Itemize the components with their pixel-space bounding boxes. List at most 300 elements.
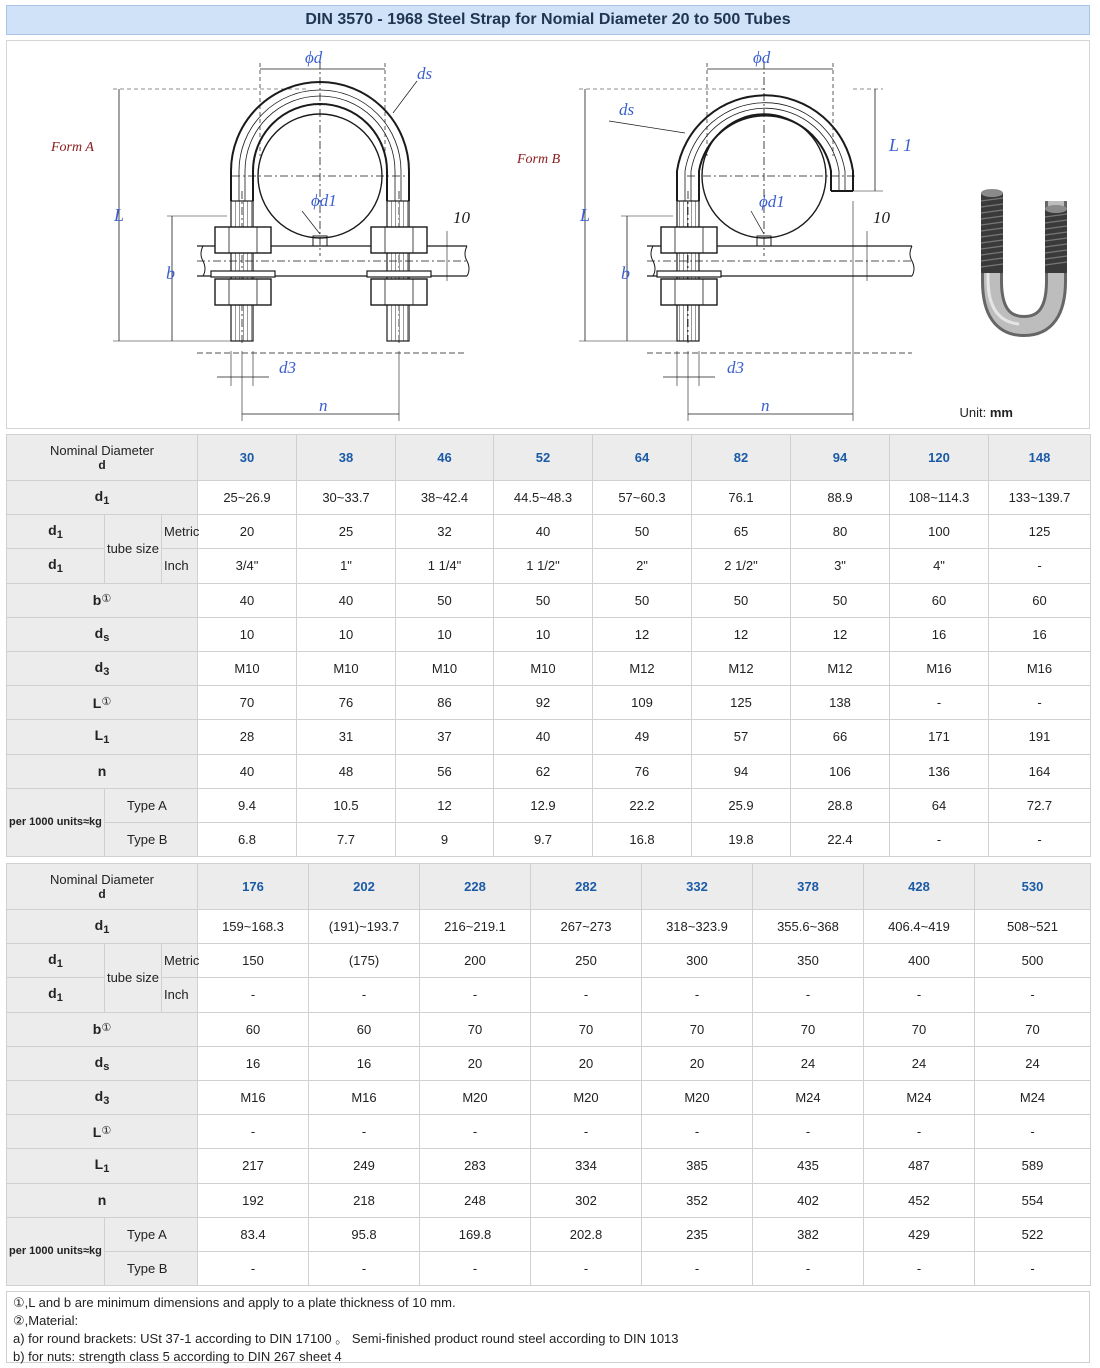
L1-value-7: 171 [890, 720, 989, 754]
L1-value-6: 66 [791, 720, 890, 754]
inch-value-4: - [642, 978, 753, 1012]
columns-value-2: 46 [396, 435, 494, 481]
L1-value-3: 40 [494, 720, 593, 754]
ds-value-4: 12 [593, 617, 692, 651]
table-row [7, 515, 1091, 549]
type_a-value-1: 95.8 [309, 1217, 420, 1251]
inch-value-5: 2 1/2" [692, 549, 791, 583]
b-value-3: 70 [531, 1012, 642, 1046]
metric-value-5: 350 [753, 944, 864, 978]
inch-value-6: 3" [791, 549, 890, 583]
ds-value-3: 20 [531, 1046, 642, 1080]
metric-value-6: 400 [864, 944, 975, 978]
metric-value-7: 100 [890, 515, 989, 549]
row-label-d1-inch-text: d [48, 556, 57, 573]
type_b-value-5: - [753, 1251, 864, 1285]
type_b-value-6: - [864, 1251, 975, 1285]
type_b-value-0: - [198, 1251, 309, 1285]
dim-phi-d-form-b: ϕd [753, 48, 771, 67]
row-label-d1-inch-sub: 1 [56, 992, 63, 1005]
table-row [7, 651, 1091, 685]
L-value-3: 92 [494, 686, 593, 720]
d3-value-4: M20 [642, 1080, 753, 1114]
d3-value-1: M16 [309, 1080, 420, 1114]
inch-value-2: 1 1/4" [396, 549, 494, 583]
L1-value-7: 589 [975, 1149, 1091, 1183]
table-row [7, 1183, 1091, 1217]
row-label-d1-inch-text: d [48, 985, 57, 1002]
columns-value-7: 530 [975, 864, 1091, 910]
nominal-diameter-symbol: d [98, 886, 106, 901]
d3-value-2: M20 [420, 1080, 531, 1114]
row-label-d1-metric [7, 944, 105, 978]
columns-value-4: 332 [642, 864, 753, 910]
inch-value-2: - [420, 978, 531, 1012]
dim-phi-d1-form-b: ϕd1 [759, 192, 785, 211]
unit-label [960, 405, 1013, 420]
metric-value-3: 40 [494, 515, 593, 549]
row-label-b [7, 583, 198, 617]
n-value-5: 94 [692, 754, 791, 788]
row-label-b [7, 1012, 198, 1046]
row-label-L-text: L [92, 1123, 102, 1140]
metric-value-5: 65 [692, 515, 791, 549]
row-label-ds-sub: s [103, 1060, 110, 1073]
row-label-d3-sub: 3 [103, 1095, 110, 1108]
n-value-3: 62 [494, 754, 593, 788]
ds-value-3: 10 [494, 617, 593, 651]
type_b-value-2: - [420, 1251, 531, 1285]
n-value-8: 164 [989, 754, 1091, 788]
d1-value-7: 108~114.3 [890, 481, 989, 515]
row-label-d3-sub: 3 [103, 666, 110, 679]
spec-table-2 [6, 863, 1091, 1286]
b-value-2: 70 [420, 1012, 531, 1046]
type_a-value-6: 429 [864, 1217, 975, 1251]
form-b-label: Form B [517, 152, 561, 167]
L-value-7: - [890, 686, 989, 720]
d1-value-6: 88.9 [791, 481, 890, 515]
row-label-d1-inch-sub: 1 [56, 563, 63, 576]
metric-value-1: 25 [297, 515, 396, 549]
table-row [7, 1115, 1091, 1149]
b-value-0: 40 [198, 583, 297, 617]
type-a-label: Type A [105, 1217, 198, 1251]
n-value-1: 48 [297, 754, 396, 788]
type_a-value-5: 382 [753, 1217, 864, 1251]
nominal-diameter-text: Nominal Diameter [49, 871, 155, 887]
dim-phi-d-form-a: ϕd [305, 48, 323, 67]
L-value-8: - [989, 686, 1091, 720]
b-value-1: 40 [297, 583, 396, 617]
n-value-7: 136 [890, 754, 989, 788]
d3-value-5: M12 [692, 651, 791, 685]
inch-value-0: 3/4" [198, 549, 297, 583]
type_b-value-3: 9.7 [494, 822, 593, 856]
unit-value: mm [989, 405, 1013, 420]
table-row [7, 910, 1091, 944]
columns-value-1: 202 [309, 864, 420, 910]
dim-L-form-b: L [580, 205, 591, 225]
page-title: DIN 3570 - 1968 Steel Strap for Nomial Diameter 20 to 500 Tubes [6, 5, 1090, 35]
metric-value-4: 50 [593, 515, 692, 549]
row-label-n: n [7, 1183, 198, 1217]
row-label-n: n [7, 754, 198, 788]
d1-value-4: 318~323.9 [642, 910, 753, 944]
L-value-6: - [864, 1115, 975, 1149]
n-value-4: 352 [642, 1183, 753, 1217]
n-value-4: 76 [593, 754, 692, 788]
ds-value-4: 20 [642, 1046, 753, 1080]
weight-label: per 1000 units≈kg [7, 1217, 105, 1285]
type-b-label: Type B [105, 822, 198, 856]
row-label-d1-metric [7, 515, 105, 549]
type-b-label: Type B [105, 1251, 198, 1285]
type_b-value-2: 9 [396, 822, 494, 856]
d1-value-2: 38~42.4 [396, 481, 494, 515]
type_b-value-4: - [642, 1251, 753, 1285]
metric-label: Metric [162, 515, 198, 549]
row-label-d1-text: d [94, 917, 104, 934]
table-row [7, 944, 1091, 978]
inch-value-7: 4" [890, 549, 989, 583]
note-1: ①,L and b are minimum dimensions and apply to a plate thickness of 10 mm. [13, 1295, 456, 1310]
b-value-7: 60 [890, 583, 989, 617]
columns-value-6: 94 [791, 435, 890, 481]
row-label-L [7, 686, 198, 720]
b-value-5: 70 [753, 1012, 864, 1046]
table-row [7, 1080, 1091, 1114]
b-value-8: 60 [989, 583, 1091, 617]
ds-value-5: 12 [692, 617, 791, 651]
columns-value-8: 148 [989, 435, 1091, 481]
type_a-value-6: 28.8 [791, 788, 890, 822]
row-label-L-note-mark: ① [101, 695, 112, 708]
ds-value-2: 20 [420, 1046, 531, 1080]
row-label-ds [7, 617, 198, 651]
L-value-2: - [420, 1115, 531, 1149]
columns-value-5: 82 [692, 435, 791, 481]
row-label-ds-text: d [94, 624, 104, 641]
d1-value-5: 355.6~368 [753, 910, 864, 944]
L1-value-4: 49 [593, 720, 692, 754]
dim-10-form-b: 10 [873, 208, 890, 227]
dim-L-form-a: L [114, 205, 125, 225]
type_b-value-6: 22.4 [791, 822, 890, 856]
type_b-value-7: - [975, 1251, 1091, 1285]
metric-value-4: 300 [642, 944, 753, 978]
type_b-value-8: - [989, 822, 1091, 856]
L-value-6: 138 [791, 686, 890, 720]
columns-value-7: 120 [890, 435, 989, 481]
row-label-L1 [7, 1149, 198, 1183]
type_a-value-2: 12 [396, 788, 494, 822]
b-value-4: 50 [593, 583, 692, 617]
type_a-value-3: 202.8 [531, 1217, 642, 1251]
d1-value-1: 30~33.7 [297, 481, 396, 515]
row-label-ds-sub: s [103, 631, 110, 644]
footnotes [6, 1291, 1090, 1363]
table-row [7, 1217, 1091, 1251]
inch-value-4: 2" [593, 549, 692, 583]
u-bolt-photo-icon [981, 189, 1067, 326]
L-value-4: 109 [593, 686, 692, 720]
row-label-d3 [7, 651, 198, 685]
b-value-2: 50 [396, 583, 494, 617]
type_a-value-4: 22.2 [593, 788, 692, 822]
row-label-d1 [7, 910, 198, 944]
table-row [7, 754, 1091, 788]
d3-value-3: M20 [531, 1080, 642, 1114]
d3-value-6: M12 [791, 651, 890, 685]
type_a-value-0: 83.4 [198, 1217, 309, 1251]
columns-value-0: 30 [198, 435, 297, 481]
table-row [7, 1149, 1091, 1183]
type_b-value-4: 16.8 [593, 822, 692, 856]
d1-value-4: 57~60.3 [593, 481, 692, 515]
type_a-value-3: 12.9 [494, 788, 593, 822]
type_a-value-4: 235 [642, 1217, 753, 1251]
inch-value-8: - [989, 549, 1091, 583]
table-row [7, 617, 1091, 651]
row-label-L1 [7, 720, 198, 754]
inch-value-0: - [198, 978, 309, 1012]
row-label-d3 [7, 1080, 198, 1114]
nominal-diameter-header [7, 864, 198, 910]
d3-value-4: M12 [593, 651, 692, 685]
d1-value-3: 44.5~48.3 [494, 481, 593, 515]
L1-value-4: 385 [642, 1149, 753, 1183]
L1-value-5: 57 [692, 720, 791, 754]
b-value-4: 70 [642, 1012, 753, 1046]
unit-prefix: Unit: [959, 405, 987, 420]
table-row [7, 481, 1091, 515]
L-value-7: - [975, 1115, 1091, 1149]
row-label-b-note-mark: ① [101, 1022, 112, 1035]
metric-value-0: 150 [198, 944, 309, 978]
d3-value-2: M10 [396, 651, 494, 685]
dim-b-form-b: b [621, 263, 630, 283]
row-label-d1-metric-sub: 1 [56, 958, 63, 971]
dim-ds-form-a: ds [417, 64, 433, 83]
d1-value-7: 508~521 [975, 910, 1091, 944]
type_a-value-2: 169.8 [420, 1217, 531, 1251]
ds-value-1: 10 [297, 617, 396, 651]
type_b-value-7: - [890, 822, 989, 856]
columns-value-1: 38 [297, 435, 396, 481]
d3-value-8: M16 [989, 651, 1091, 685]
table-row [7, 686, 1091, 720]
d1-value-0: 159~168.3 [198, 910, 309, 944]
dim-d3-form-b: d3 [727, 358, 744, 377]
note-4: b) for nuts: strength class 5 according to DIN 267 sheet 4 [13, 1349, 342, 1364]
row-label-d1-metric-text: d [48, 951, 57, 968]
dim-10-form-a: 10 [453, 208, 470, 227]
n-value-0: 40 [198, 754, 297, 788]
metric-value-2: 200 [420, 944, 531, 978]
b-value-1: 60 [309, 1012, 420, 1046]
d3-value-5: M24 [753, 1080, 864, 1114]
L-value-0: - [198, 1115, 309, 1149]
row-label-L1-text: L [94, 1156, 104, 1173]
row-label-L1-sub: 1 [103, 734, 110, 747]
row-label-d1-text: d [94, 488, 104, 505]
metric-value-7: 500 [975, 944, 1091, 978]
note-2: ②,Material: [13, 1313, 79, 1328]
table-row [7, 1012, 1091, 1046]
L1-value-0: 28 [198, 720, 297, 754]
type_a-value-1: 10.5 [297, 788, 396, 822]
b-value-6: 50 [791, 583, 890, 617]
inch-label: Inch [162, 549, 198, 583]
dim-ds-form-b: ds [619, 100, 635, 119]
spec-table-1 [6, 434, 1091, 857]
b-value-0: 60 [198, 1012, 309, 1046]
n-value-5: 402 [753, 1183, 864, 1217]
L1-value-8: 191 [989, 720, 1091, 754]
L-value-3: - [531, 1115, 642, 1149]
n-value-0: 192 [198, 1183, 309, 1217]
dim-n-form-a: n [319, 396, 328, 415]
type_b-value-1: 7.7 [297, 822, 396, 856]
n-value-2: 56 [396, 754, 494, 788]
L1-value-0: 217 [198, 1149, 309, 1183]
row-label-b-text: b [92, 592, 102, 609]
L-value-5: 125 [692, 686, 791, 720]
ds-value-6: 24 [864, 1046, 975, 1080]
n-value-6: 452 [864, 1183, 975, 1217]
d3-value-6: M24 [864, 1080, 975, 1114]
type_b-value-3: - [531, 1251, 642, 1285]
d3-value-7: M24 [975, 1080, 1091, 1114]
nominal-diameter-text: Nominal Diameter [49, 442, 155, 458]
nominal-diameter-header [7, 435, 198, 481]
columns-value-4: 64 [593, 435, 692, 481]
d3-value-0: M10 [198, 651, 297, 685]
row-label-d1-sub: 1 [103, 924, 110, 937]
row-label-L [7, 1115, 198, 1149]
dim-b-form-a: b [166, 263, 175, 283]
dim-d3-form-a: d3 [279, 358, 296, 377]
inch-value-7: - [975, 978, 1091, 1012]
row-label-ds [7, 1046, 198, 1080]
d1-value-6: 406.4~419 [864, 910, 975, 944]
L1-value-1: 249 [309, 1149, 420, 1183]
inch-value-6: - [864, 978, 975, 1012]
b-value-7: 70 [975, 1012, 1091, 1046]
table-row [7, 822, 1091, 856]
d3-value-0: M16 [198, 1080, 309, 1114]
metric-label: Metric [162, 944, 198, 978]
row-label-L-note-mark: ① [101, 1124, 112, 1137]
n-value-6: 106 [791, 754, 890, 788]
ds-value-6: 12 [791, 617, 890, 651]
weight-label: per 1000 units≈kg [7, 788, 105, 856]
ds-value-2: 10 [396, 617, 494, 651]
columns-value-3: 282 [531, 864, 642, 910]
d1-value-2: 216~219.1 [420, 910, 531, 944]
tube-size-label: tube size [105, 944, 162, 1012]
type_b-value-1: - [309, 1251, 420, 1285]
metric-value-3: 250 [531, 944, 642, 978]
L1-value-2: 283 [420, 1149, 531, 1183]
nominal-diameter-symbol: d [98, 457, 106, 472]
L-value-1: - [309, 1115, 420, 1149]
columns-value-3: 52 [494, 435, 593, 481]
d3-value-7: M16 [890, 651, 989, 685]
row-label-b-text: b [92, 1021, 102, 1038]
L-value-5: - [753, 1115, 864, 1149]
row-label-d1-metric-text: d [48, 522, 57, 539]
type_a-value-7: 64 [890, 788, 989, 822]
ds-value-0: 16 [198, 1046, 309, 1080]
n-value-1: 218 [309, 1183, 420, 1217]
type-a-label: Type A [105, 788, 198, 822]
ds-value-8: 16 [989, 617, 1091, 651]
inch-value-3: 1 1/2" [494, 549, 593, 583]
d1-value-1: (191)~193.7 [309, 910, 420, 944]
dim-n-form-b: n [761, 396, 770, 415]
row-label-d3-text: d [94, 1088, 104, 1105]
metric-value-6: 80 [791, 515, 890, 549]
row-label-d3-text: d [94, 659, 104, 676]
columns-value-5: 378 [753, 864, 864, 910]
d1-value-8: 133~139.7 [989, 481, 1091, 515]
row-label-d1-sub: 1 [103, 495, 110, 508]
type_a-value-0: 9.4 [198, 788, 297, 822]
n-value-7: 554 [975, 1183, 1091, 1217]
row-label-d1-inch [7, 978, 105, 1012]
tube-size-label: tube size [105, 515, 162, 583]
type_b-value-5: 19.8 [692, 822, 791, 856]
b-value-5: 50 [692, 583, 791, 617]
row-label-d1-inch [7, 549, 105, 583]
d3-value-3: M10 [494, 651, 593, 685]
table-row [7, 720, 1091, 754]
u-bolt-drawing [7, 41, 1091, 430]
b-value-3: 50 [494, 583, 593, 617]
technical-drawing-panel [6, 40, 1090, 429]
table-row [7, 978, 1091, 1012]
table-row [7, 788, 1091, 822]
table-row [7, 583, 1091, 617]
row-label-L-text: L [92, 694, 102, 711]
inch-value-3: - [531, 978, 642, 1012]
metric-value-1: (175) [309, 944, 420, 978]
header-row [7, 864, 1091, 910]
table-row [7, 1251, 1091, 1285]
type_a-value-5: 25.9 [692, 788, 791, 822]
ds-value-0: 10 [198, 617, 297, 651]
ds-value-7: 16 [890, 617, 989, 651]
row-label-d1 [7, 481, 198, 515]
type_b-value-0: 6.8 [198, 822, 297, 856]
columns-value-2: 228 [420, 864, 531, 910]
form-a-label: Form A [51, 140, 94, 155]
L1-value-5: 435 [753, 1149, 864, 1183]
row-label-L1-sub: 1 [103, 1163, 110, 1176]
n-value-3: 302 [531, 1183, 642, 1217]
type_a-value-8: 72.7 [989, 788, 1091, 822]
d3-value-1: M10 [297, 651, 396, 685]
metric-value-0: 20 [198, 515, 297, 549]
d1-value-3: 267~273 [531, 910, 642, 944]
n-value-2: 248 [420, 1183, 531, 1217]
table-row [7, 549, 1091, 583]
b-value-6: 70 [864, 1012, 975, 1046]
L1-value-6: 487 [864, 1149, 975, 1183]
columns-value-6: 428 [864, 864, 975, 910]
